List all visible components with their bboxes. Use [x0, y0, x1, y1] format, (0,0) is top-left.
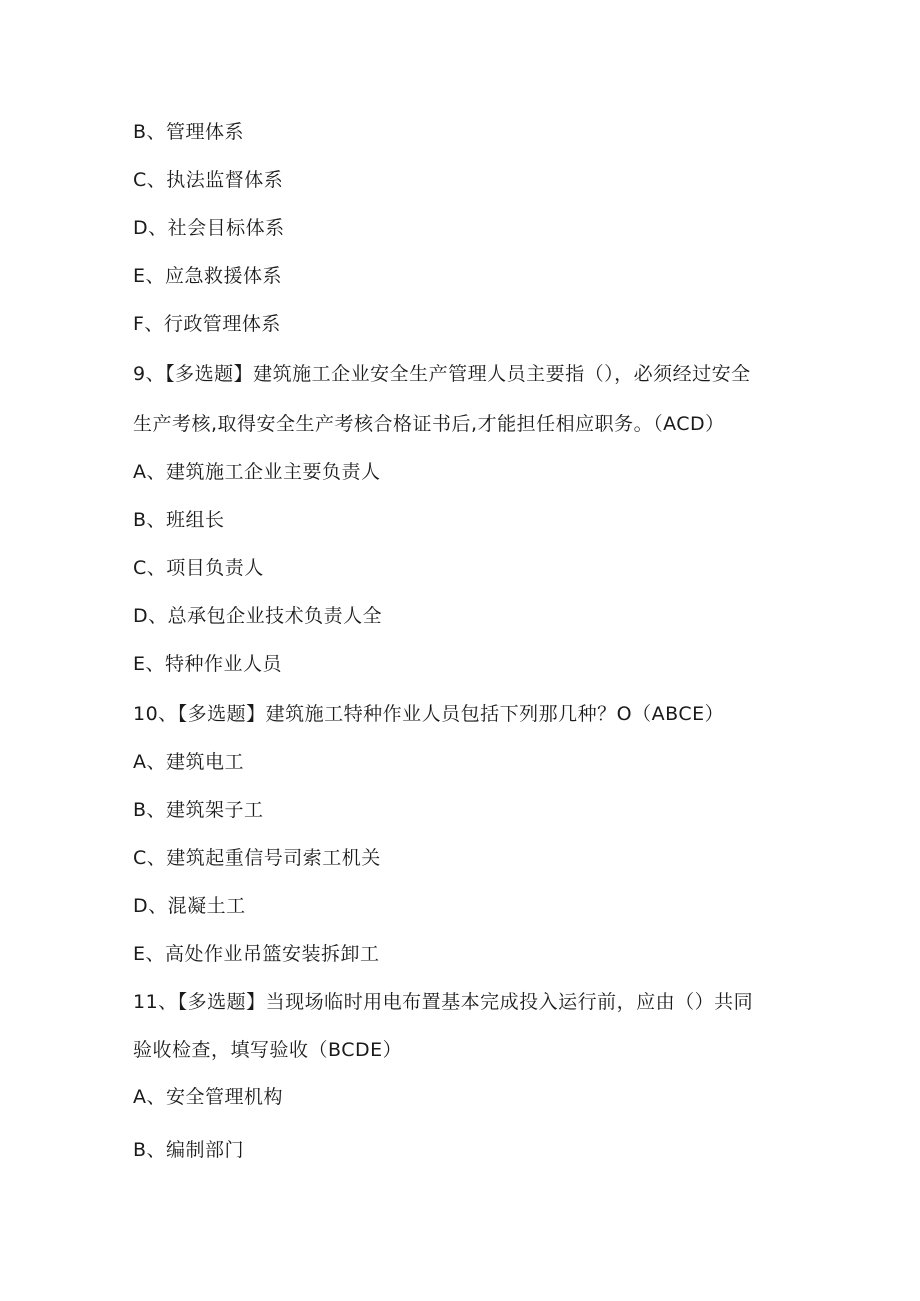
q11-option-a: A、安全管理机构 — [133, 1086, 283, 1108]
option-b-management-system: B、管理体系 — [133, 121, 245, 143]
question-11-line-1: 11、【多选题】当现场临时用电布置基本完成投入运行前，应由（）共同 — [133, 991, 754, 1013]
q10-option-d: D、混凝土工 — [133, 895, 246, 917]
question-10: 10、【多选题】建筑施工特种作业人员包括下列那几种？O（ABCE） — [133, 703, 725, 725]
q10-option-b: B、建筑架子工 — [133, 799, 264, 821]
q9-option-b: B、班组长 — [133, 509, 225, 531]
q9-option-a: A、建筑施工企业主要负责人 — [133, 461, 381, 483]
q11-option-b: B、编制部门 — [133, 1139, 245, 1161]
option-f-administrative-system: F、行政管理体系 — [133, 313, 281, 335]
option-c-law-enforcement-system: C、执法监督体系 — [133, 169, 284, 191]
q10-option-a: A、建筑电工 — [133, 751, 244, 773]
q9-option-c: C、项目负责人 — [133, 557, 264, 579]
q10-option-c: C、建筑起重信号司索工机关 — [133, 847, 381, 869]
q10-option-e: E、高处作业吊篮安装拆卸工 — [133, 943, 380, 965]
q9-option-d: D、总承包企业技术负责人全 — [133, 605, 383, 627]
option-e-emergency-rescue-system: E、应急救援体系 — [133, 265, 283, 287]
question-9-line-1: 9、【多选题】建筑施工企业安全生产管理人员主要指（），必须经过安全 — [133, 363, 751, 385]
option-d-social-goal-system: D、社会目标体系 — [133, 217, 285, 239]
question-11-line-2: 验收检查，填写验收（BCDE） — [133, 1039, 403, 1061]
q9-option-e: E、特种作业人员 — [133, 653, 283, 675]
question-9-line-2: 生产考核,取得安全生产考核合格证书后,才能担任相应职务。（ACD） — [133, 413, 725, 435]
